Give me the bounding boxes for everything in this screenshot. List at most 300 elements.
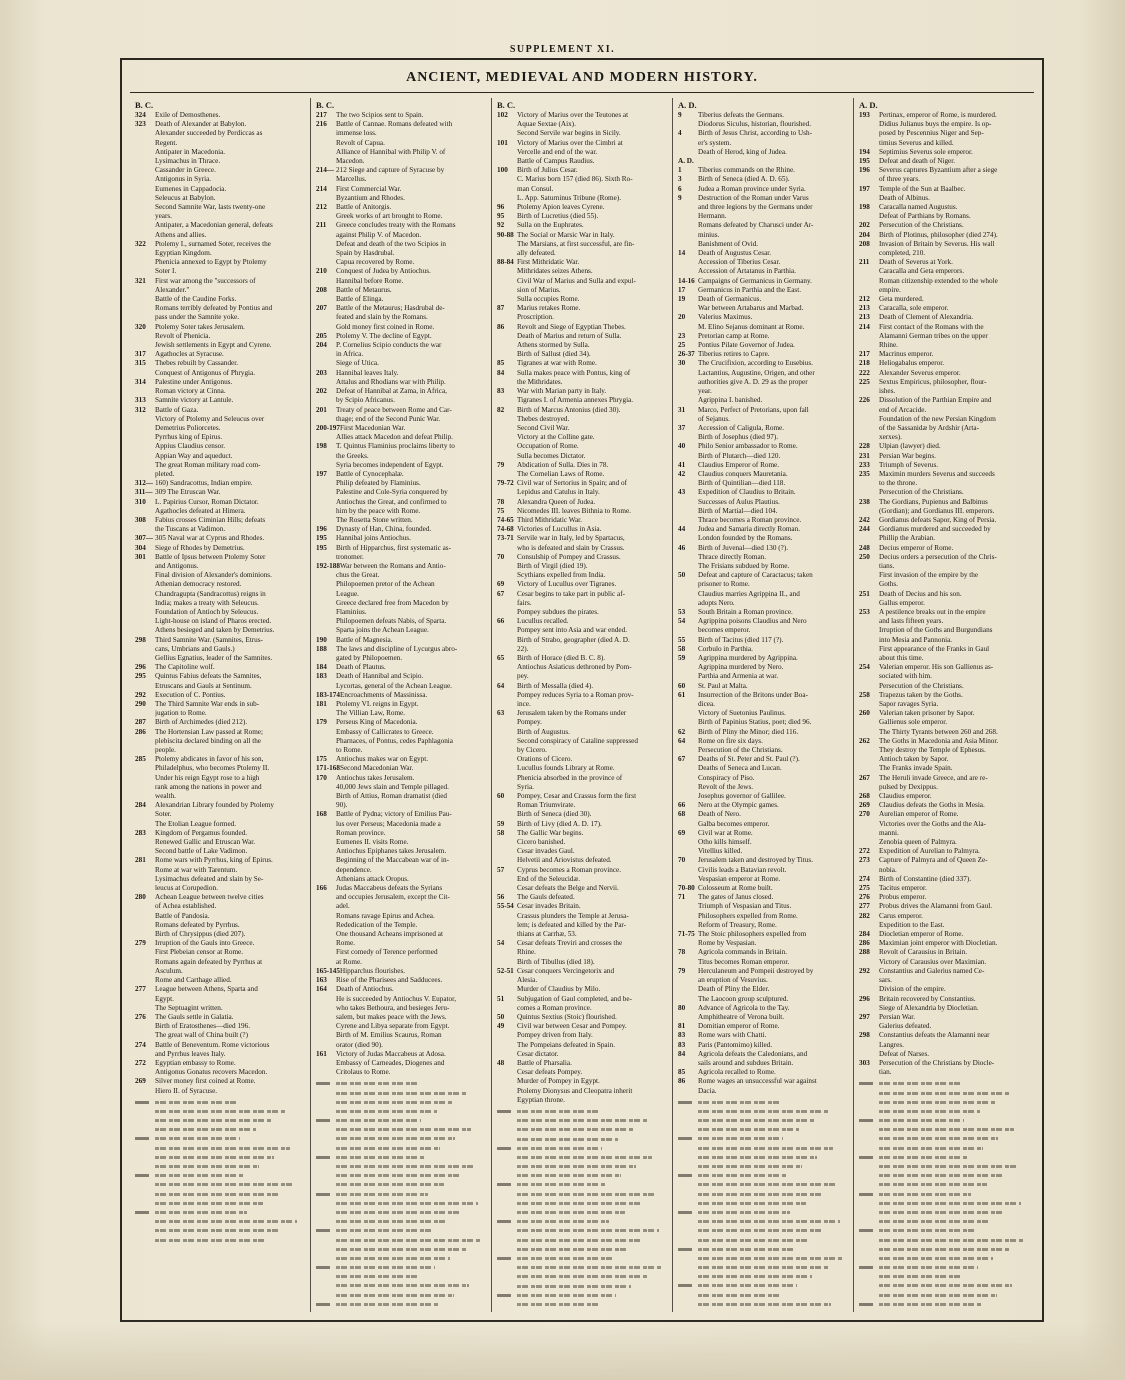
chronology-entry [316,663,486,672]
entry-year: 292 [859,966,870,975]
entry-year [678,764,698,773]
chronology-entry [497,774,667,783]
chronology-entry [678,995,848,1004]
illegible-text-mark [155,1220,297,1223]
illegible-text-mark [517,1275,647,1278]
entry-year: 69 [678,828,686,837]
entry-year [497,737,517,746]
entry-text: Probus emperor. [879,893,927,902]
illegible-text-mark [698,1156,817,1159]
entry-year [497,341,517,350]
entry-text: Spain by Hasdrubal. [336,249,395,258]
entry-text: Antiochus Asiaticus dethroned by Pom- [517,663,632,672]
chronology-entry [859,718,1029,727]
illegible-line [316,1272,486,1281]
entry-year: 66 [678,801,686,810]
entry-text: Claudius defeats the Goths in Mesia. [879,801,985,810]
chronology-entry [135,774,305,783]
chronology-entry [678,866,848,875]
entry-text: Maximian joint emperor with Diocletian. [879,939,998,948]
chronology-entry [135,1004,305,1013]
chronology-entry [859,267,1029,276]
entry-text: The Stoic philosophers expelled from [698,930,807,939]
entry-year: 49 [497,1022,505,1031]
illegible-text-block [678,1098,848,1312]
chronology-entry [497,820,667,829]
illegible-line [316,1116,486,1125]
chronology-entry [316,175,486,184]
entry-text: Victory of Ptolemy and Seleucus over [155,414,265,423]
illegible-line [678,1291,848,1300]
entry-year [859,1068,879,1077]
chronology-entry [135,452,305,461]
chronology-entry [859,847,1029,856]
entry-text: Revolt of Capua. [336,138,385,147]
entry-text: Defeat of Parthians by Romans. [879,212,971,221]
chronology-entry [678,755,848,764]
entry-year: 276 [135,1012,146,1021]
chronology-entry [135,700,305,709]
illegible-text-mark [336,1202,478,1205]
chronology-entry [497,728,667,737]
chronology-entry [135,654,305,663]
entry-text: Cesar invades Gaul. [517,847,575,856]
entry-year [859,571,879,580]
chronology-entry [859,359,1029,368]
chronology-entry [859,562,1029,571]
entry-year [135,203,155,212]
chronology-entry [859,608,1029,617]
chronology-entry [135,129,305,138]
entry-year [316,359,336,368]
entry-year [135,810,155,819]
chronology-entry [678,976,848,985]
entry-year [497,148,517,157]
entry-year [678,387,698,396]
entry-text: Birth of Juvenal—died 130 (?). [698,543,789,552]
chronology-entry [135,295,305,304]
chronology-entry [678,157,848,166]
entry-year: 92 [497,221,505,230]
entry-year [316,488,336,497]
entry-text: Civilis leads a Batavian revolt. [698,865,787,874]
chronology-entry [135,995,305,1004]
entry-year: 14 [678,249,686,258]
entry-year: 273 [859,856,870,865]
entry-year [497,295,517,304]
chronology-entry [135,369,305,378]
entry-year: 53 [678,607,686,616]
entry-year [497,240,517,249]
entry-year [678,148,698,157]
chronology-entry [135,323,305,332]
chronology-entry [316,682,486,691]
chronology-entry [678,369,848,378]
entry-year: 314 [135,377,146,386]
entry-year [497,157,517,166]
chronology-entry [497,912,667,921]
chronology-entry [135,175,305,184]
entry-text: manni. [879,828,899,837]
illegible-line [316,1125,486,1134]
entry-year [135,930,155,939]
chronology-entry [678,424,848,433]
chronology-entry [497,590,667,599]
entry-text: Battle of Beneventum. Rome victorious [155,1040,270,1049]
entry-year [497,608,517,617]
entry-text: The Gallic War begins. [517,828,584,837]
chronology-entry [497,755,667,764]
entry-text: Lycortas, general of the Achean League. [336,681,452,690]
entry-text: Phenicia annexed to Egypt by Ptolemy [155,258,267,267]
entry-year: 323 [135,120,146,129]
entry-text: by Cicero. [517,746,547,755]
entry-year: 58 [497,828,505,837]
entry-year: 44 [678,525,686,534]
entry-year [497,663,517,672]
entry-year: 313 [135,396,146,405]
entry-year: 203 [316,368,327,377]
entry-year: 57 [497,865,505,874]
illegible-text-mark [517,1147,602,1150]
chronology-entry [497,764,667,773]
entry-year [678,479,698,488]
entry-text: Foundation of Antioch by Seleucus. [155,607,259,616]
entry-text: Siege of Alexandria by Diocletian. [879,1003,979,1012]
illegible-line [497,1263,667,1272]
entry-year: 14-16 [678,276,695,285]
illegible-line [678,1107,848,1116]
illegible-line [678,1254,848,1263]
chronology-entry [859,1013,1029,1022]
entry-year [316,783,336,792]
entry-text: Claudius marries Agrippina II., and [698,589,800,598]
chronology-entry [135,148,305,157]
illegible-line [859,1217,1029,1226]
entry-text: Embassy of Callicrates to Greece. [336,727,434,736]
chronology-entry [859,967,1029,976]
entry-text: Conquest of Judea by Antiochus. [336,267,431,276]
entry-year: 40 [678,442,686,451]
entry-year [497,470,517,479]
entry-year [316,277,336,286]
illegible-text-mark [155,1128,256,1131]
entry-year: 80 [678,1003,686,1012]
entry-year: 163 [316,976,327,985]
entry-year [678,534,698,543]
entry-year [135,884,155,893]
chronology-entry [316,691,486,700]
entry-text: Third Samnite War. (Samnites, Etrus- [155,635,263,644]
chronology-entry [135,249,305,258]
chronology-entry [135,1050,305,1059]
illegible-line [678,1226,848,1235]
entry-text: Light-house on island of Pharos erected. [155,617,272,626]
entry-text: Appius Claudius censor. [155,442,226,451]
illegible-text-mark [517,1193,655,1196]
entry-text: Agricola commands in Britain. [698,948,788,957]
entry-text: Antigonus in Syria. [155,175,212,184]
entry-text: Gold money first coined in Rome. [336,322,435,331]
entry-year [135,875,155,884]
chronology-entry [135,645,305,654]
chronology-entry [316,498,486,507]
entry-text: Battle of Campus Raudius. [517,157,595,166]
chronology-entry [316,185,486,194]
chronology-entry [135,636,305,645]
entry-year [497,562,517,571]
entry-text: Servile war in Italy, led by Spartacus, [517,534,625,543]
entry-year [316,801,336,810]
entry-year [135,286,155,295]
chronology-entry [316,323,486,332]
entry-year [678,838,698,847]
entry-text: The Social or Marsic War in Italy. [517,230,615,239]
entry-text: Gallienus sole emperor. [879,718,948,727]
entry-year: 51 [497,994,505,1003]
entry-year [497,286,517,295]
chronology-entry [859,672,1029,681]
chronology-entry [497,1013,667,1022]
entry-year: 269 [859,801,870,810]
entry-year [135,525,155,534]
illegible-line [678,1180,848,1189]
era-heading: B. C. [135,100,154,110]
entry-year [859,212,879,221]
entry-text: Sparta joins the Achean League. [336,626,429,635]
chronology-entry [497,875,667,884]
entry-year: 275 [859,884,870,893]
entry-year: 276 [859,893,870,902]
entry-year [859,654,879,663]
entry-year [859,424,879,433]
entry-year: 253 [859,607,870,616]
illegible-text-mark [155,1119,271,1122]
entry-year [135,341,155,350]
chronology-entry [497,599,667,608]
chronology-entry [859,369,1029,378]
entry-year: 202 [859,221,870,230]
chronology-entry [135,1087,305,1096]
entry-text: End of the Seleucidæ. [517,874,581,883]
chronology-entry [497,258,667,267]
chronology-entry [316,249,486,258]
entry-text: Agathocles defeated at Himera. [155,506,246,515]
illegible-line [497,1153,667,1162]
illegible-line [316,1281,486,1290]
chronology-entry [678,930,848,939]
illegible-line [316,1217,486,1226]
entry-year [135,304,155,313]
entry-year: 95 [497,212,505,221]
illegible-line [678,1236,848,1245]
entry-year: 235 [859,469,870,478]
entry-text: Otho kills himself. [698,838,752,847]
entry-text: Expedition of Claudius to Britain. [698,488,796,497]
entry-text: Birth of Seneca (died 30). [517,810,592,819]
chronology-entry [135,737,305,746]
entry-year [497,912,517,921]
entry-text: sociated with him. [879,672,932,681]
entry-year: 320 [135,322,146,331]
entry-year [316,415,336,424]
chronology-entry [135,240,305,249]
entry-year: 283 [135,828,146,837]
entry-text: Caracalla named Augustus. [879,203,958,212]
entry-year [859,700,879,709]
entry-year [135,847,155,856]
chronology-entry [497,829,667,838]
entry-year: 26-37 [678,350,695,359]
entry-year [497,194,517,203]
chronology-entry [859,801,1029,810]
entry-text: The great wall of China built (?) [155,1031,249,1040]
entry-text: Pompey. [517,718,542,727]
entry-text: Decius orders a persecution of the Chris- [879,552,997,561]
entry-year [316,157,336,166]
chronology-entry [497,691,667,700]
entry-year: 250 [859,552,870,561]
entry-year: 166 [316,884,327,893]
entry-year [859,636,879,645]
entry-year [135,369,155,378]
chronology-entry [859,507,1029,516]
entry-text: First invasion of the empire by the [879,571,979,580]
chronology-entry [859,1041,1029,1050]
entry-text: Persian War. [879,1012,916,1021]
entry-text: Marco, Perfect of Pretorians, upon fall [698,405,809,414]
entry-text: First Macedonian War. [339,423,406,432]
entry-text: Lysimachus in Thrace. [155,157,221,166]
entry-text: Eumenes in Cappadocia. [155,184,227,193]
chronology-entry [859,396,1029,405]
chronology-entry [135,139,305,148]
illegible-text-mark [517,1285,631,1288]
illegible-text-mark [879,1275,963,1278]
chronology-entry [135,792,305,801]
entry-year: 31 [678,405,686,414]
entry-text: comes a Roman province. [517,1003,592,1012]
entry-text: Temple of the Sun at Baalbec. [879,184,966,193]
illegible-line [497,1107,667,1116]
entry-text: sion of Marius. [517,285,561,294]
entry-year [678,1059,698,1068]
entry-text: Domitian emperor of Rome. [698,1022,780,1031]
entry-text: Civil war at Rome. [698,828,753,837]
entry-text: fairs. [517,598,532,607]
chronology-entry [316,120,486,129]
entry-text: Allies attack Macedon and defeat Philip. [336,433,453,442]
illegible-line [316,1098,486,1107]
entry-text: Birth of Pliny the Minor; died 116. [698,727,799,736]
entry-year: A. D. [678,157,694,166]
chronology-entry [316,231,486,240]
illegible-text-block [497,1107,667,1312]
illegible-text-mark [336,1101,452,1104]
era-heading: A. D. [678,100,697,110]
entry-year: 202 [316,387,327,396]
entry-text: Death of Germanicus. [698,295,762,304]
illegible-line [678,1153,848,1162]
chronology-entry [678,553,848,562]
entry-year [859,1050,879,1059]
illegible-line [135,1226,305,1235]
chronology-entry [678,838,848,847]
entry-text: Ptolemy V. The decline of Egypt. [336,331,432,340]
entry-text: tians. [879,561,895,570]
illegible-line [497,1199,667,1208]
entry-text: rank among the nations in power and [155,782,262,791]
chronology-entry [135,544,305,553]
chronology-entry [316,212,486,221]
entry-year: 272 [135,1058,146,1067]
chronology-entry [135,424,305,433]
entry-text: L. Papirius Cursor, Roman Dictator. [155,497,259,506]
chronology-entry [678,378,848,387]
entry-year [497,847,517,856]
entry-year [497,856,517,865]
entry-year [316,875,336,884]
illegible-text-mark [879,1193,971,1196]
entry-text: Tacitus emperor. [879,884,927,893]
entry-year [859,120,879,129]
entry-year [678,709,698,718]
entry-text: Agrippina murdered by Agrippina. [698,653,798,662]
entry-text: Birth of Livy (died A. D. 17). [517,819,602,828]
chronology-entry [316,516,486,525]
entry-text: The Gauls defeated. [517,893,575,902]
entry-text: The Franks invade Spain. [879,764,953,773]
chronology-entry [316,221,486,230]
entry-year: 201 [316,405,327,414]
entry-text: Birth of Tibullus (died 18). [517,957,595,966]
entry-year: 270 [859,810,870,819]
entry-text: Cesar begins to take part in public af- [517,589,625,598]
entry-year: 310 [135,497,146,506]
illegible-text-mark [698,1294,782,1297]
chronology-entry [316,571,486,580]
entry-year [859,175,879,184]
chronology-entry [316,313,486,322]
chronology-entry [859,148,1029,157]
entry-year [859,286,879,295]
entry-year [135,433,155,442]
chronology-entry [135,442,305,451]
entry-year [497,599,517,608]
entry-year: 284 [859,930,870,939]
entry-text: Dacia. [698,1086,717,1095]
illegible-text-mark [879,1239,1024,1242]
chronology-entry [859,893,1029,902]
entry-text: pass under the Samnite yoke. [155,313,240,322]
chronology-column [673,98,854,1312]
entry-year [316,580,336,589]
entry-year [859,626,879,635]
entry-year [135,571,155,580]
entry-year [135,995,155,1004]
illegible-text-mark [517,1183,606,1186]
entry-text: Egypt. [155,994,174,1003]
chronology-entry [135,764,305,773]
entry-text: Victory of Carausius over Maximian. [879,957,987,966]
chronology-entry [497,175,667,184]
entry-text: Dynasty of Han, China, founded. [336,525,432,534]
entry-text: Cicero banished. [517,838,566,847]
entry-year [135,1004,155,1013]
chronology-entry [859,378,1029,387]
entry-text: Battle of Cynocephalæ. [336,469,404,478]
entry-text: Achean League between twelve cities [155,893,264,902]
